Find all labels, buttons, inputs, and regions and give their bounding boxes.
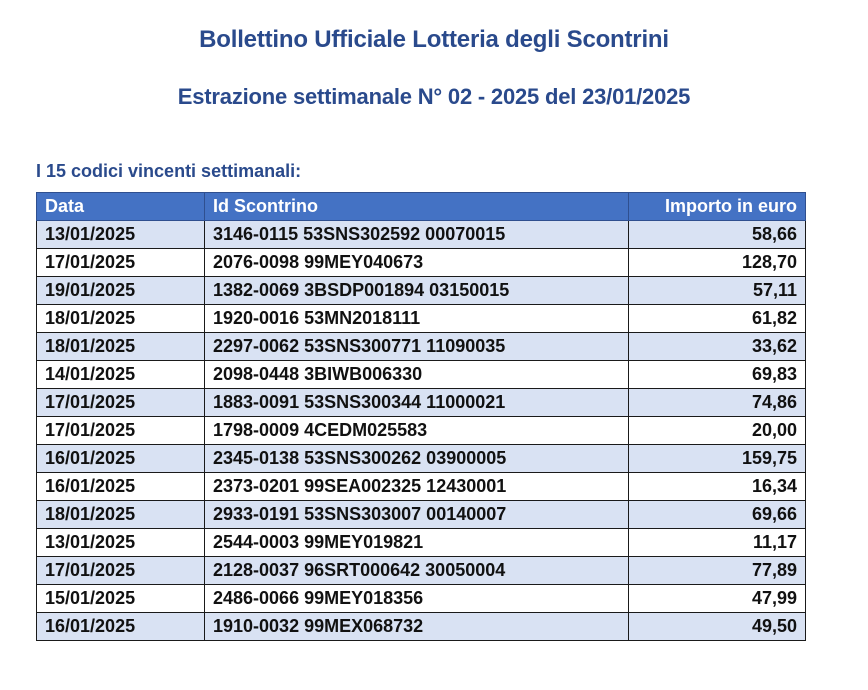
cell-date: 17/01/2025 bbox=[37, 389, 205, 417]
cell-date: 16/01/2025 bbox=[37, 613, 205, 641]
table-row bbox=[37, 473, 806, 501]
cell-amount: 49,50 bbox=[629, 613, 806, 641]
table-row bbox=[37, 417, 806, 445]
table-row bbox=[37, 333, 806, 361]
cell-date: 16/01/2025 bbox=[37, 445, 205, 473]
cell-amount: 159,75 bbox=[629, 445, 806, 473]
column-header-importo: Importo in euro bbox=[629, 193, 806, 221]
cell-receipt-id: 2345-0138 53SNS300262 03900005 bbox=[205, 445, 629, 473]
cell-amount: 77,89 bbox=[629, 557, 806, 585]
cell-receipt-id: 2373-0201 99SEA002325 12430001 bbox=[205, 473, 629, 501]
cell-receipt-id: 2544-0003 99MEY019821 bbox=[205, 529, 629, 557]
cell-date: 17/01/2025 bbox=[37, 417, 205, 445]
page-subtitle: Estrazione settimanale N° 02 - 2025 del 23/01/2025 bbox=[177, 84, 691, 109]
table-header-row bbox=[37, 193, 806, 221]
cell-receipt-id: 1798-0009 4CEDM025583 bbox=[205, 417, 629, 445]
table-row bbox=[37, 501, 806, 529]
cell-amount: 57,11 bbox=[629, 277, 806, 305]
cell-date: 19/01/2025 bbox=[37, 277, 205, 305]
cell-date: 13/01/2025 bbox=[37, 529, 205, 557]
column-header-id-scontrino: Id Scontrino bbox=[205, 193, 629, 221]
cell-date: 17/01/2025 bbox=[37, 557, 205, 585]
table-row bbox=[37, 557, 806, 585]
table-row bbox=[37, 529, 806, 557]
cell-amount: 11,17 bbox=[629, 529, 806, 557]
cell-amount: 69,66 bbox=[629, 501, 806, 529]
table-row bbox=[37, 585, 806, 613]
table-header bbox=[37, 193, 806, 221]
table-row bbox=[37, 445, 806, 473]
cell-date: 16/01/2025 bbox=[37, 473, 205, 501]
cell-receipt-id: 2128-0037 96SRT000642 30050004 bbox=[205, 557, 629, 585]
table-row bbox=[37, 613, 806, 641]
cell-amount: 128,70 bbox=[629, 249, 806, 277]
cell-receipt-id: 2297-0062 53SNS300771 11090035 bbox=[205, 333, 629, 361]
cell-receipt-id: 1883-0091 53SNS300344 11000021 bbox=[205, 389, 629, 417]
cell-amount: 16,34 bbox=[629, 473, 806, 501]
table-row bbox=[37, 361, 806, 389]
cell-receipt-id: 1910-0032 99MEX068732 bbox=[205, 613, 629, 641]
winning-codes-table bbox=[36, 192, 806, 641]
table-body bbox=[37, 221, 806, 641]
cell-date: 18/01/2025 bbox=[37, 333, 205, 361]
cell-amount: 69,83 bbox=[629, 361, 806, 389]
table-caption: I 15 codici vincenti settimanali: bbox=[36, 161, 302, 181]
cell-receipt-id: 3146-0115 53SNS302592 00070015 bbox=[205, 221, 629, 249]
table-row bbox=[37, 389, 806, 417]
cell-receipt-id: 2098-0448 3BIWB006330 bbox=[205, 361, 629, 389]
cell-receipt-id: 1920-0016 53MN2018111 bbox=[205, 305, 629, 333]
cell-amount: 61,82 bbox=[629, 305, 806, 333]
table-row bbox=[37, 249, 806, 277]
table-row bbox=[37, 305, 806, 333]
cell-amount: 33,62 bbox=[629, 333, 806, 361]
cell-amount: 20,00 bbox=[629, 417, 806, 445]
cell-amount: 58,66 bbox=[629, 221, 806, 249]
cell-receipt-id: 2076-0098 99MEY040673 bbox=[205, 249, 629, 277]
cell-date: 13/01/2025 bbox=[37, 221, 205, 249]
cell-date: 18/01/2025 bbox=[37, 501, 205, 529]
table-row bbox=[37, 221, 806, 249]
cell-receipt-id: 2486-0066 99MEY018356 bbox=[205, 585, 629, 613]
column-header-data: Data bbox=[37, 193, 205, 221]
cell-date: 15/01/2025 bbox=[37, 585, 205, 613]
cell-receipt-id: 1382-0069 3BSDP001894 03150015 bbox=[205, 277, 629, 305]
cell-receipt-id: 2933-0191 53SNS303007 00140007 bbox=[205, 501, 629, 529]
cell-date: 14/01/2025 bbox=[37, 361, 205, 389]
cell-amount: 74,86 bbox=[629, 389, 806, 417]
cell-date: 18/01/2025 bbox=[37, 305, 205, 333]
table-row bbox=[37, 277, 806, 305]
cell-date: 17/01/2025 bbox=[37, 249, 205, 277]
page-title: Bollettino Ufficiale Lotteria degli Scontrini bbox=[199, 26, 669, 53]
cell-amount: 47,99 bbox=[629, 585, 806, 613]
